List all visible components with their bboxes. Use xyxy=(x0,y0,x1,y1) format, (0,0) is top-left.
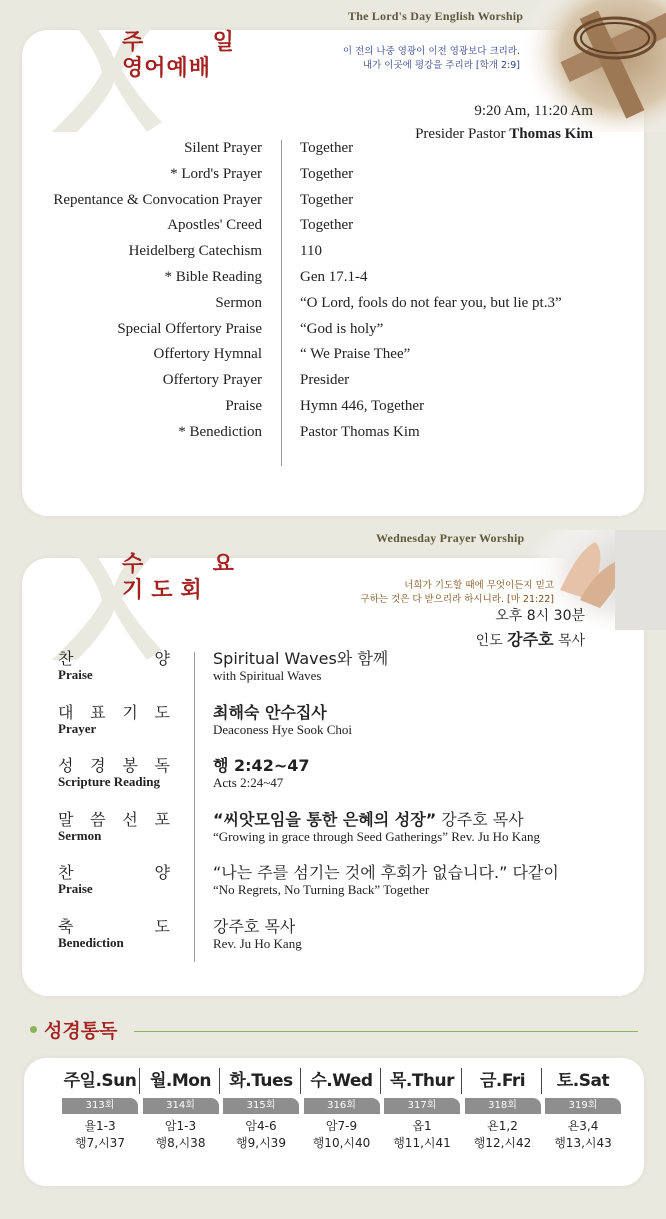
order-item-char: 양 xyxy=(154,649,170,668)
order-detail: 110 xyxy=(300,243,322,260)
bible-reading-day xyxy=(221,1068,301,1168)
order-detail: Gen 17.1-4 xyxy=(300,269,368,285)
order-detail-english: “No Regrets, No Turning Back” Together xyxy=(213,882,430,898)
sunday-order-row xyxy=(0,243,666,269)
order-item-english: Prayer xyxy=(58,720,97,736)
wednesday-order-row xyxy=(0,860,666,914)
bible-reading-day xyxy=(543,1068,623,1168)
sunday-order-row xyxy=(0,346,666,372)
order-item-char: 말 xyxy=(58,809,74,829)
order-item-char: 양 xyxy=(154,863,170,883)
order-item-char: 씀 xyxy=(90,809,106,829)
order-item-char: 성 xyxy=(58,756,74,776)
day-count-badge: 318회 xyxy=(465,1098,541,1114)
order-item-char: 찬 xyxy=(58,863,74,883)
sunday-order-row xyxy=(0,372,666,398)
order-item-english: Sermon xyxy=(58,827,102,843)
wednesday-korean-title: 수 요 기도회 xyxy=(122,552,252,603)
order-item-char: 기 xyxy=(122,702,138,722)
order-detail: Pastor Thomas Kim xyxy=(300,423,420,440)
day-name: 목.Thur xyxy=(389,1071,455,1091)
wednesday-english-title: Wednesday Prayer Worship xyxy=(376,531,525,545)
order-item: Repentance & Convocation Prayer xyxy=(53,191,262,208)
wednesday-time: 오후 8시 30분 xyxy=(495,608,585,624)
day-count-badge: 315회 xyxy=(223,1098,299,1114)
order-item-english: Scripture Reading xyxy=(58,774,160,790)
sunday-order-row xyxy=(0,140,666,166)
order-item: Apostles' Creed xyxy=(167,217,262,234)
order-item-char: 표 xyxy=(90,702,106,722)
order-item-char: 도 xyxy=(154,702,170,722)
order-detail: Together xyxy=(300,217,354,234)
order-item-char: 독 xyxy=(154,756,170,776)
order-detail-english: Deaconess Hye Sook Choi xyxy=(213,721,353,737)
day-count-badge: 317회 xyxy=(384,1098,460,1114)
bible-reading-day xyxy=(141,1068,221,1168)
order-item-char: 축 xyxy=(58,917,74,936)
day-count-badge: 314회 xyxy=(143,1098,219,1114)
order-detail-korean: 행 2:42~47 xyxy=(213,756,310,776)
order-item: Offertory Prayer xyxy=(162,372,262,389)
order-item-char: 대 xyxy=(58,702,74,722)
wednesday-order-row xyxy=(0,753,666,807)
sunday-verse: 이 전의 나중 영광이 이전 영광보다 크리라. 내가 이곳에 평강을 주리라 [학개 2:9] xyxy=(342,46,520,71)
day-name: 금.Fri xyxy=(479,1071,526,1091)
day-name: 화.Tues xyxy=(229,1071,293,1091)
leader-name: 강주호 xyxy=(507,630,554,649)
order-item: Offertory Hymnal xyxy=(153,346,262,363)
order-item: * Bible Reading xyxy=(164,269,262,285)
order-detail: “ We Praise Thee” xyxy=(300,346,411,363)
order-detail-korean: “씨앗모임을 통한 은혜의 성장” 강주호 목사 xyxy=(213,809,524,829)
order-detail-english: “Growing in grace through Seed Gatherings” Rev. Ju Ho Kang xyxy=(213,828,540,844)
order-item-english: Praise xyxy=(58,881,93,897)
day-separator xyxy=(541,1068,542,1094)
order-item-char: 선 xyxy=(122,809,138,829)
sunday-order-row xyxy=(0,398,666,424)
order-item-english: Benediction xyxy=(58,935,124,950)
sunday-order-row xyxy=(0,217,666,243)
sunday-order-row xyxy=(0,424,666,450)
sunday-order-row xyxy=(0,192,666,218)
bible-reading-rule xyxy=(134,1031,638,1032)
bible-reading-bullet xyxy=(30,1026,37,1033)
day-reading: 암7-9 행10,시40 xyxy=(312,1119,371,1150)
bible-reading-days xyxy=(60,1068,630,1168)
order-detail: Together xyxy=(300,140,354,156)
bible-reading-day xyxy=(463,1068,543,1168)
bible-reading-day xyxy=(60,1068,140,1168)
day-reading: 암1-3 행8,시38 xyxy=(155,1119,206,1150)
order-detail-korean: Spiritual Waves와 함께 xyxy=(213,649,389,668)
order-detail-korean: “나는 주를 섬기는 것에 후회가 없습니다.” 다같이 xyxy=(213,863,559,883)
sunday-order-row xyxy=(0,295,666,321)
day-name: 수.Wed xyxy=(310,1071,373,1091)
order-item-english: Praise xyxy=(58,667,93,682)
day-reading: 욘3,4 행13,시43 xyxy=(554,1119,612,1150)
order-detail: Together xyxy=(300,165,354,182)
sunday-presider: Presider Pastor Thomas Kim xyxy=(415,126,593,142)
sunday-english-title: The Lord's Day English Worship xyxy=(348,9,524,23)
day-name: 주일.Sun xyxy=(63,1071,137,1091)
day-separator xyxy=(461,1068,462,1094)
order-item-korean xyxy=(58,700,170,723)
sunday-order-row xyxy=(0,166,666,192)
order-item-korean xyxy=(58,860,170,883)
day-name: 토.Sat xyxy=(556,1071,610,1091)
order-detail-korean: 최해숙 안수집사 xyxy=(213,702,327,722)
order-detail: Presider xyxy=(300,372,350,389)
order-item-korean xyxy=(58,914,170,937)
day-separator xyxy=(380,1068,381,1094)
sunday-order-row xyxy=(0,269,666,295)
order-item: Praise xyxy=(225,398,262,414)
bible-reading-title: 성경통독 xyxy=(44,1020,118,1042)
order-item-char: 포 xyxy=(154,809,170,829)
day-count-badge: 313회 xyxy=(62,1098,138,1114)
sunday-time: 9:20 Am, 11:20 Am xyxy=(474,103,593,119)
wednesday-order-row xyxy=(0,646,666,700)
day-count-badge: 319회 xyxy=(545,1098,621,1114)
wednesday-verse: 너희가 기도할 때에 무엇이든지 믿고 구하는 것은 다 받으리라 하시니라. [마 21:22] xyxy=(360,580,554,605)
bible-reading-day xyxy=(382,1068,462,1168)
order-detail: “O Lord, fools do not fear you, but lie pt.3” xyxy=(300,294,562,311)
order-detail-english: with Spiritual Waves xyxy=(213,668,322,683)
order-item: Silent Prayer xyxy=(184,140,262,156)
presider-name: Thomas Kim xyxy=(509,126,593,142)
day-reading: 욜1-3 행7,시37 xyxy=(75,1119,125,1150)
bible-reading-day xyxy=(302,1068,382,1168)
order-item: Special Offertory Praise xyxy=(117,320,262,337)
order-item-char: 도 xyxy=(154,917,170,936)
order-item: * Benediction xyxy=(178,423,262,440)
order-item-korean xyxy=(58,646,170,669)
order-detail-english: Acts 2:24~47 xyxy=(213,775,284,791)
day-reading: 암4-6 행9,시39 xyxy=(236,1119,286,1150)
order-item: * Lord's Prayer xyxy=(170,165,262,182)
day-separator xyxy=(300,1068,301,1094)
day-separator xyxy=(139,1068,140,1094)
day-reading: 옵1 행11,시41 xyxy=(393,1119,451,1150)
day-separator xyxy=(219,1068,220,1094)
wednesday-order-row xyxy=(0,700,666,754)
sermon-title: “씨앗모임을 통한 은혜의 성장” xyxy=(213,809,437,829)
sunday-korean-title: 주 일 영어예배 xyxy=(122,30,252,81)
order-item-korean xyxy=(58,807,170,830)
day-reading: 욘1,2 행12,시42 xyxy=(473,1119,532,1150)
order-detail-korean: 강주호 목사 xyxy=(213,917,296,936)
order-item-char: 봉 xyxy=(122,756,138,776)
order-detail: Together xyxy=(300,191,354,208)
order-detail: Hymn 446, Together xyxy=(300,398,425,414)
day-count-badge: 316회 xyxy=(304,1098,380,1114)
order-detail: “God is holy” xyxy=(300,320,384,337)
order-item-char: 찬 xyxy=(58,649,74,668)
day-name: 월.Mon xyxy=(149,1071,212,1091)
order-item-char: 경 xyxy=(90,756,106,776)
wednesday-order-row xyxy=(0,807,666,861)
order-item-korean xyxy=(58,753,170,776)
order-item: Heidelberg Catechism xyxy=(128,243,262,260)
wednesday-leader: 인도 강주호 목사 xyxy=(475,630,585,649)
order-detail-english: Rev. Ju Ho Kang xyxy=(213,936,302,951)
wednesday-order-row xyxy=(0,914,666,968)
sunday-order-row xyxy=(0,321,666,347)
order-item: Sermon xyxy=(215,294,262,311)
